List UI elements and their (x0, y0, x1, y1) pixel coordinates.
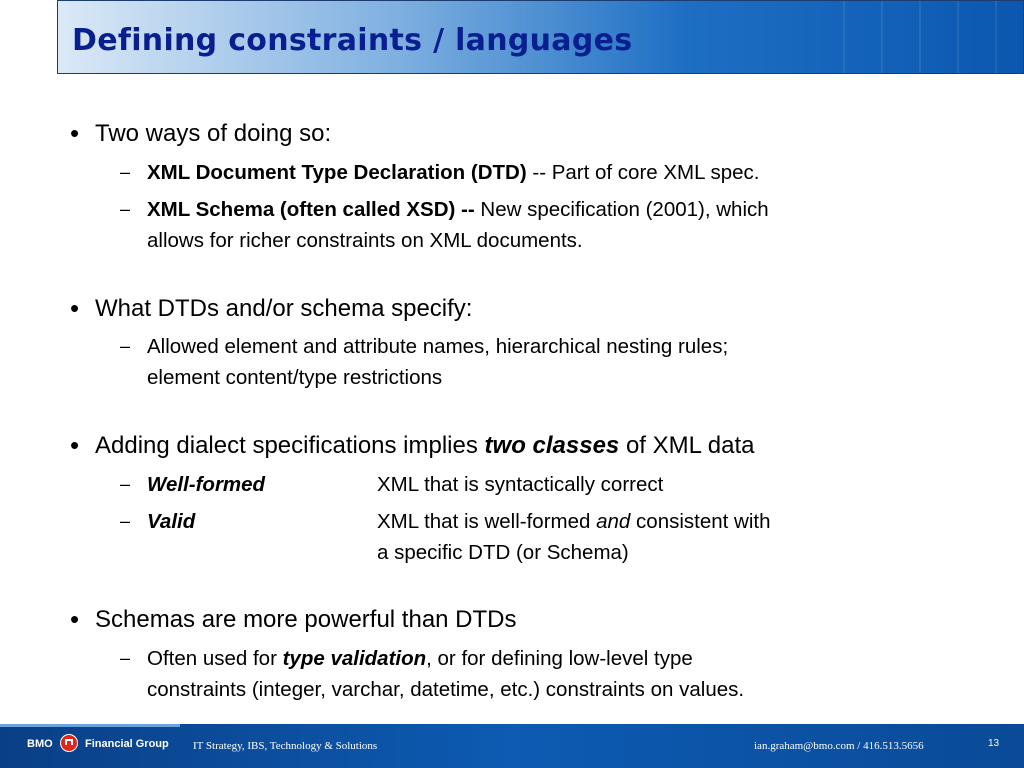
sub-bullet-type-validation-pre: Often used for (147, 647, 283, 670)
term-valid: Valid (147, 510, 196, 533)
sub-bullet-dtd-desc: -- Part of core XML spec. (526, 161, 760, 184)
def-valid (377, 506, 771, 537)
sub-bullet-valid (147, 506, 907, 568)
sub-bullet-type-validation (147, 643, 744, 705)
bullet-schemas-text: Schemas are more powerful than DTDs (95, 606, 517, 633)
bullet-two-ways (95, 119, 331, 149)
sub-bullet-xsd (147, 194, 769, 256)
sub-bullet-allowed-line2: element content/type restrictions (147, 366, 443, 389)
bullet-two-ways-text: Two ways of doing so: (95, 120, 332, 147)
page-number: 13 (988, 738, 1000, 749)
sub-bullet-dtd-term: XML Document Type Declaration (DTD) (147, 161, 527, 184)
slide-title: Defining constraints / languages (72, 23, 633, 58)
footer-bar (0, 724, 1024, 768)
sub-bullet-type-validation-post: , or for defining low-level type (426, 647, 693, 670)
bullet-dialect (95, 431, 754, 461)
bmo-roundel-icon (60, 734, 78, 752)
brand-name: BMO (27, 738, 53, 750)
sub-bullet-xsd-desc: New specification (2001), which (474, 198, 769, 221)
sub-bullet-type-validation-line2: constraints (integer, varchar, datetime, etc.) constraints on values. (147, 678, 745, 701)
sub-bullet-dtd (147, 157, 759, 188)
sub-bullet-allowed-line1: Allowed element and attribute names, hierarchical nesting rules; (147, 335, 729, 358)
def-valid-emphasis: and (596, 510, 631, 533)
bullet-dialect-emphasis: two classes (484, 432, 620, 459)
bullet-schemas (95, 605, 517, 635)
bullet-dialect-pre: Adding dialect specifications implies (95, 432, 485, 459)
footer-accent-line (0, 724, 180, 727)
bullet-what-dtds (95, 294, 472, 324)
def-well-formed: XML that is syntactically correct (377, 473, 664, 496)
term-well-formed: Well-formed (147, 473, 266, 496)
def-valid-pre: XML that is well-formed (377, 510, 597, 533)
footer-contact: ian.graham@bmo.com / 416.513.5656 (754, 740, 924, 752)
sub-bullet-type-validation-emphasis: type validation (282, 647, 427, 670)
def-valid-post: consistent with (630, 510, 771, 533)
brand-suffix: Financial Group (85, 738, 169, 750)
sub-bullet-well-formed (147, 469, 907, 500)
sub-bullet-xsd-desc-line2: allows for richer constraints on XML documents. (147, 229, 583, 252)
def-valid-line2: a specific DTD (or Schema) (377, 541, 629, 564)
bullet-what-dtds-text: What DTDs and/or schema specify: (95, 295, 473, 322)
bullet-dialect-post: of XML data (619, 432, 755, 459)
sub-bullet-allowed (147, 331, 728, 393)
sub-bullet-xsd-term: XML Schema (often called XSD) -- (147, 198, 475, 221)
footer-department: IT Strategy, IBS, Technology & Solutions (193, 740, 378, 752)
